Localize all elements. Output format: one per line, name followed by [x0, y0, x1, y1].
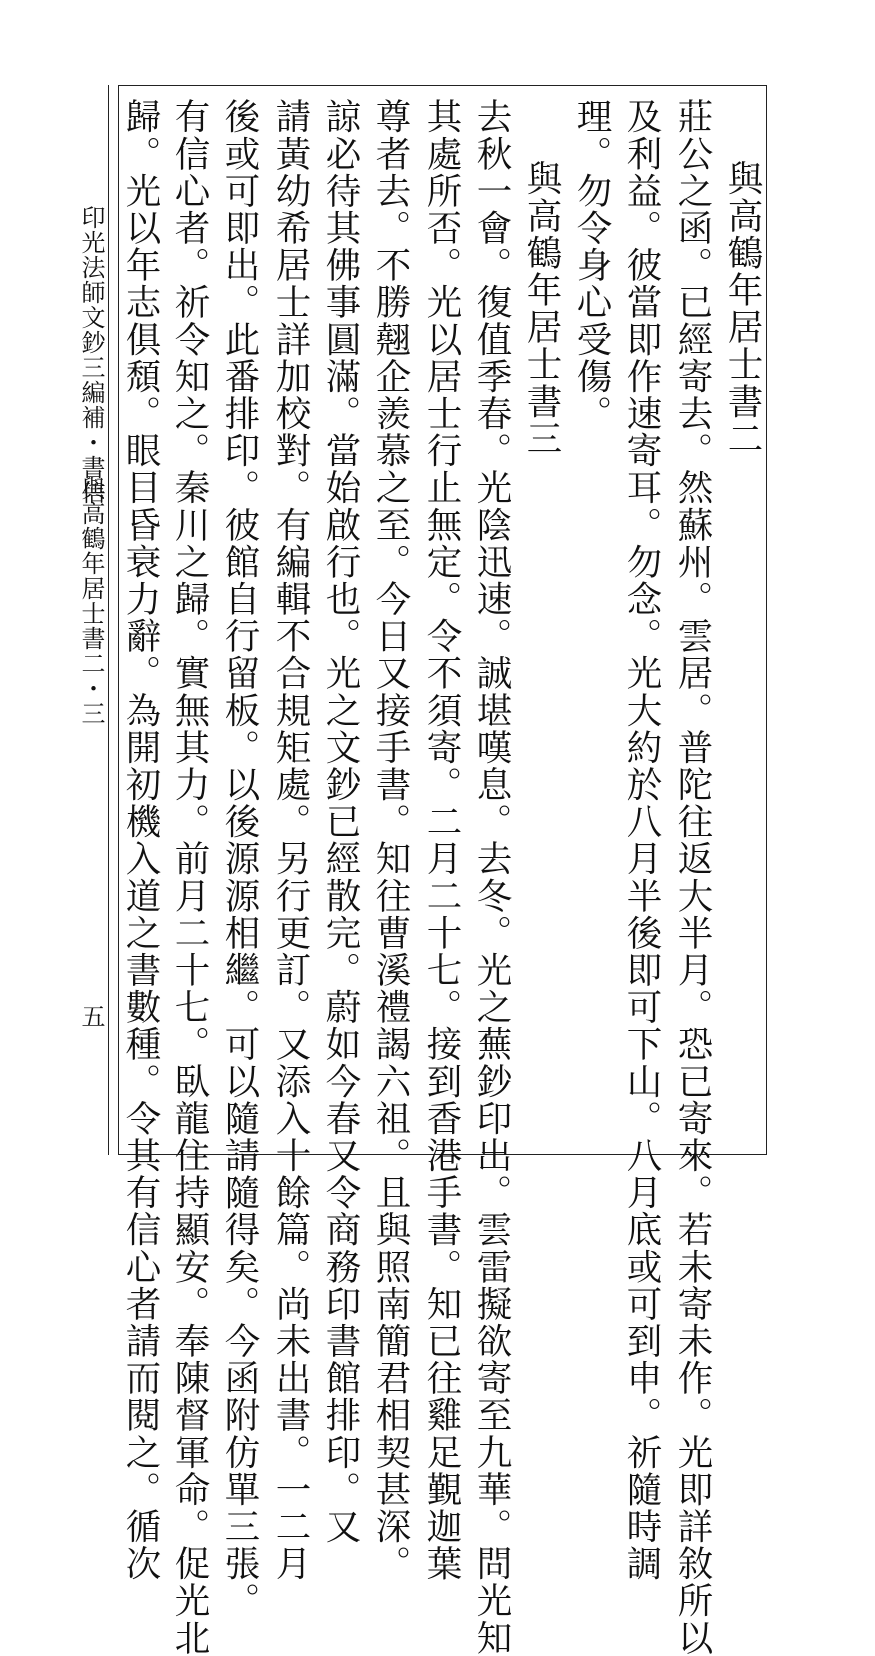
text-column-3: 理。勿令身心受傷。 [571, 98, 612, 432]
text-column-1: 莊公之函。已經寄去。然蘇州。雲居。普陀往返大半月。恐已寄來。若未寄未作。光即詳敘所以 [672, 98, 713, 1656]
text-column-2: 及利益。彼當即作速寄耳。勿念。光大約於八月半後即可下山。八月底或可到申。祈隨時調 [621, 98, 662, 1582]
text-column-9: 請黃幼希居士詳加校對。有編輯不合規矩處。另行更訂。又添入十餘篇。尚未出書。一二月 [270, 98, 311, 1582]
book-title-margin: 印光法師文鈔三編補・書信 [77, 205, 105, 505]
text-column-10: 後或可即出。此番排印。彼館自行留板。以後源源相繼。可以隨請隨得矣。今函附仿單三張。 [219, 98, 260, 1620]
text-column-6: 其處所否。光以居士行止無定。令不須寄。二月二十七。接到香港手書。知已往雞足覲迦葉 [421, 98, 462, 1582]
text-column-11: 有信心者。祈令知之。秦川之歸。實無其力。前月二十七。臥龍住持顯安。奉陳督軍命。促光北 [169, 98, 210, 1656]
text-column-12: 歸。光以年志俱頹。眼目昏衰力辭。為開初機入道之書數種。令其有信心者請而閱之。循次 [120, 98, 161, 1582]
text-column-7: 尊者去。不勝翹企羨慕之至。今日又接手書。知往曹溪禮謁六祖。且與照南簡君相契甚深。 [370, 98, 411, 1582]
section-title-margin: 與高鶴年居士書二・三 [77, 476, 105, 726]
letter-two-title: 與高鶴年居士書二 [722, 160, 763, 457]
letter-three-title: 與高鶴年居士書三 [521, 160, 562, 457]
page-number: 五 [77, 1004, 105, 1029]
text-column-8: 諒必待其佛事圓滿。當始啟行也。光之文鈔已經散完。蔚如今春又令商務印書館排印。又 [320, 98, 361, 1545]
text-column-5: 去秋一會。復值季春。光陰迅速。誠堪嘆息。去冬。光之蕪鈔印出。雲雷擬欲寄至九華。問光知 [471, 98, 512, 1656]
